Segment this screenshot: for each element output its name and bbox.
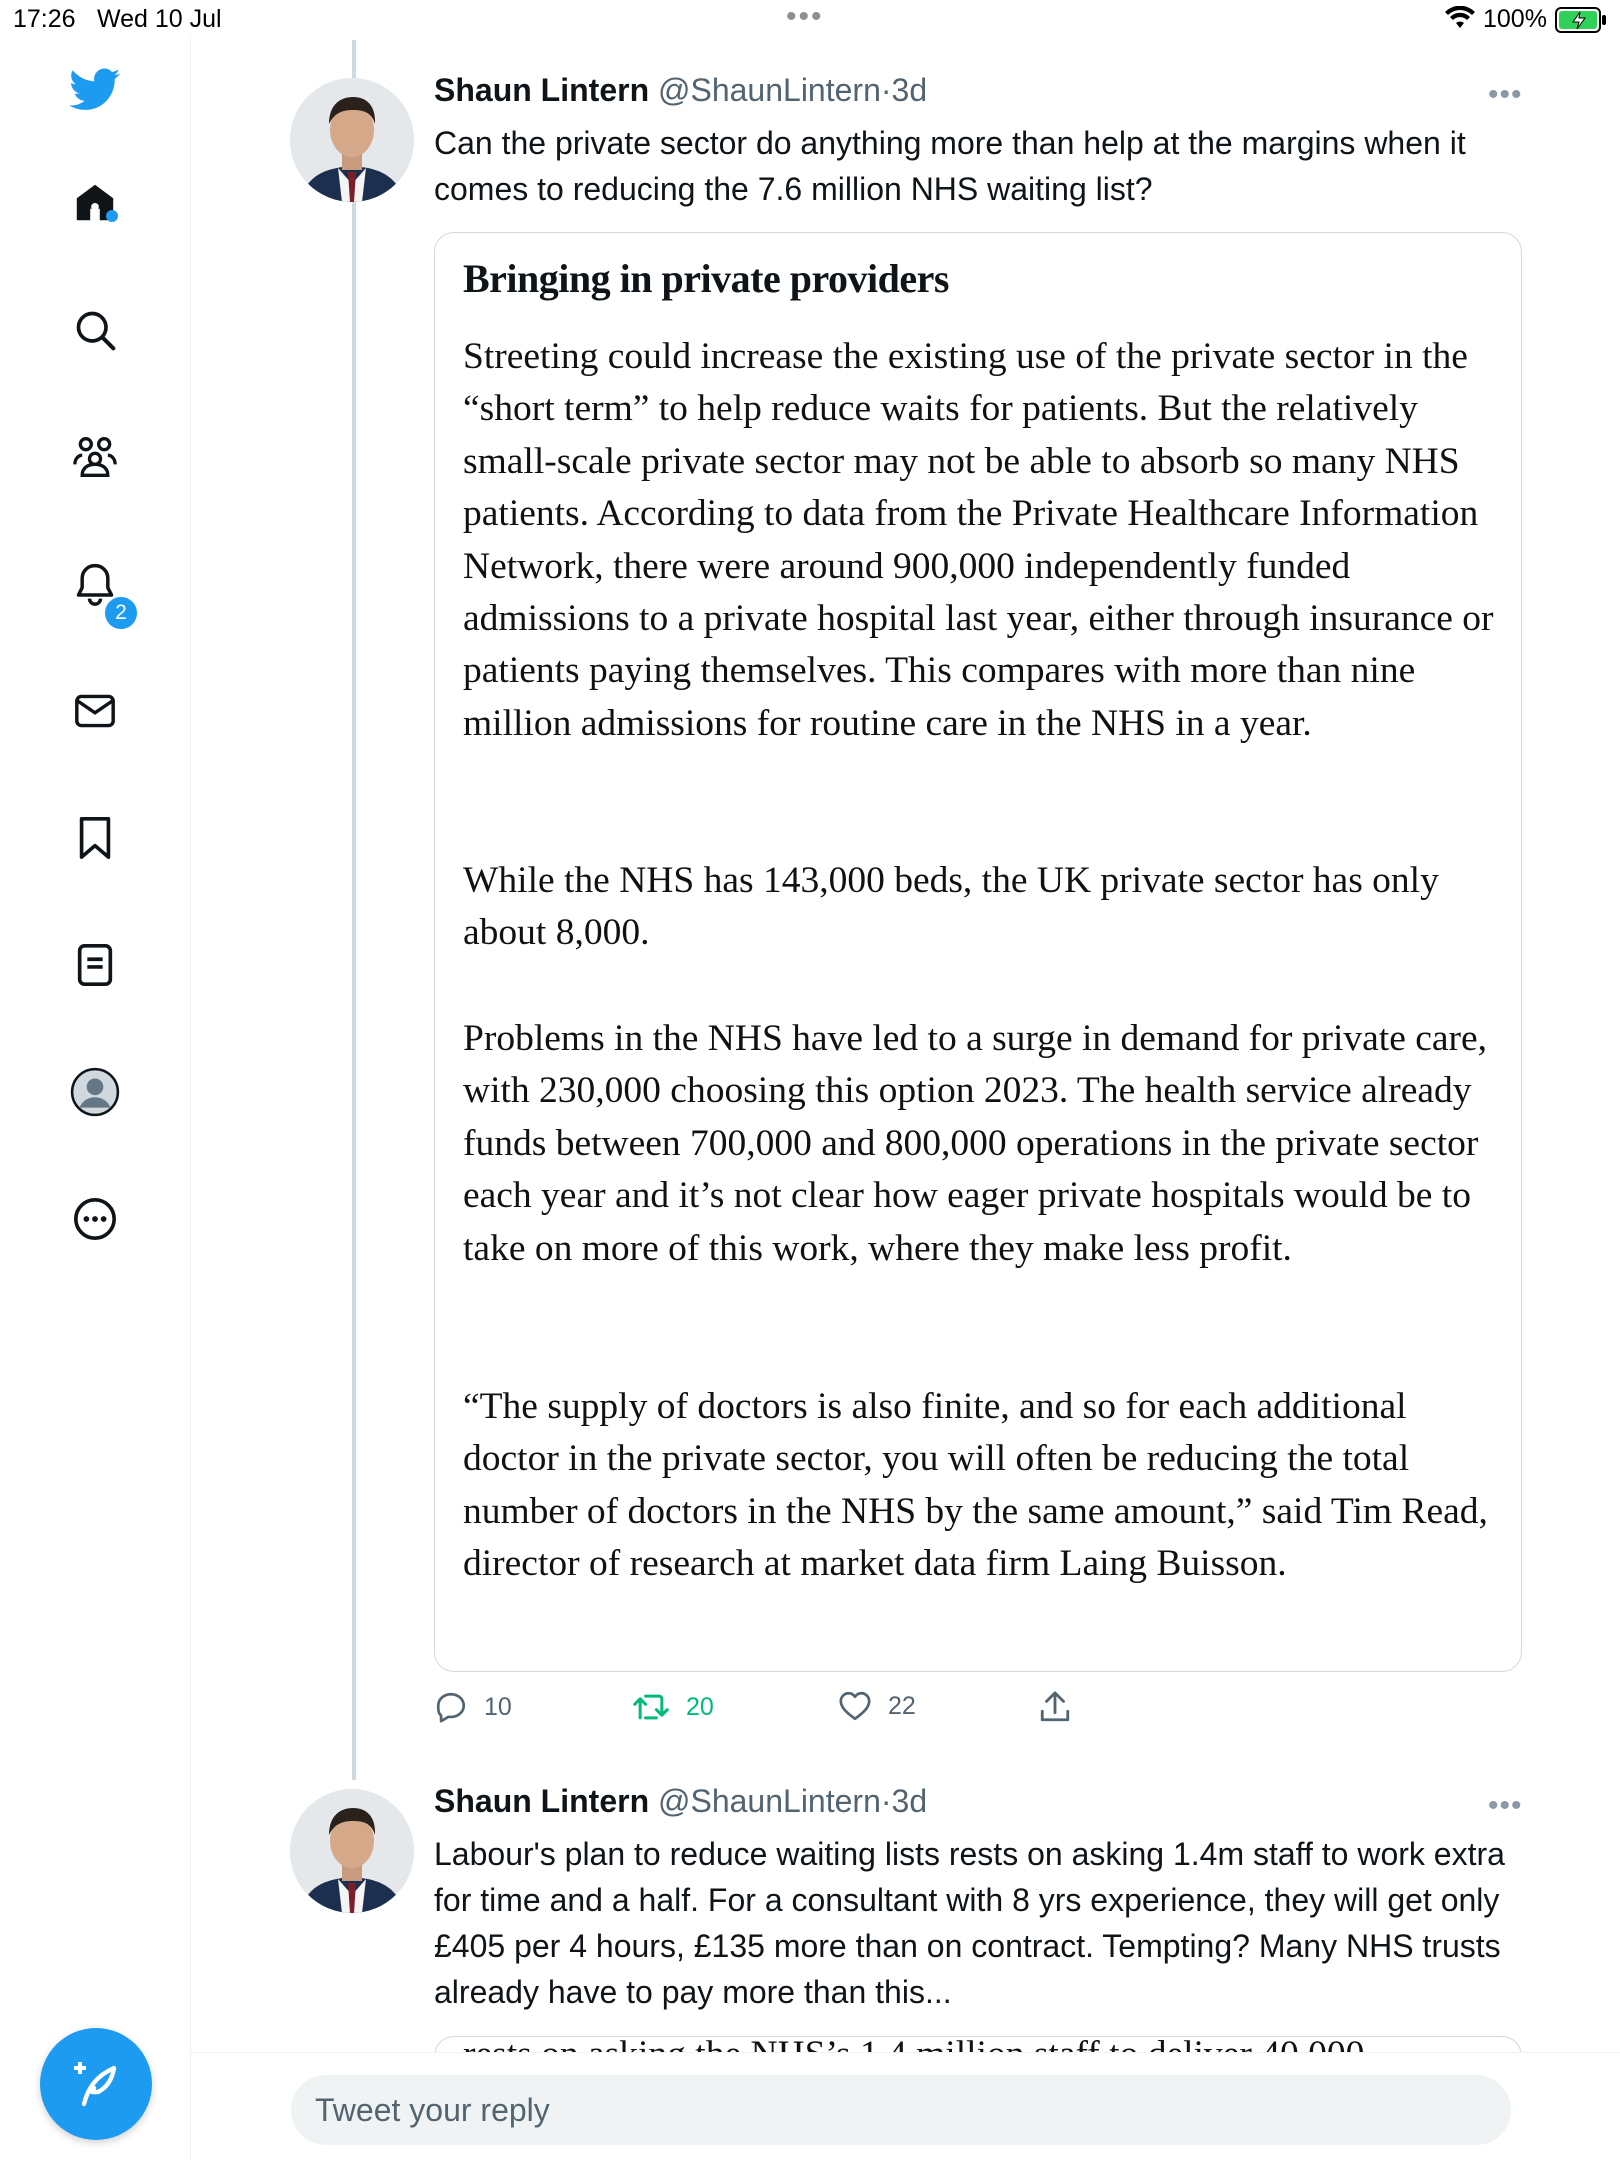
retweet-count: 20	[686, 1692, 714, 1721]
article-screenshot-card[interactable]	[434, 232, 1522, 1672]
reply-button[interactable]	[434, 1690, 512, 1724]
author-name[interactable]: Shaun Lintern	[434, 72, 650, 108]
more-circle-icon	[72, 1196, 118, 1242]
avatar[interactable]	[290, 78, 414, 202]
reply-input[interactable]: Tweet your reply	[291, 2075, 1511, 2145]
reply-count: 10	[484, 1692, 512, 1721]
communities-icon	[71, 435, 119, 479]
avatar[interactable]	[290, 1789, 414, 1913]
like-count: 22	[888, 1691, 916, 1720]
author-handle[interactable]: @ShaunLintern	[658, 1783, 881, 1819]
card-title: Bringing in private providers	[463, 256, 949, 301]
separator: ·	[880, 72, 892, 108]
compose-feather-icon	[70, 2058, 122, 2110]
thread-connector-line	[352, 40, 356, 1780]
heart-icon	[838, 1690, 872, 1722]
separator: ·	[880, 1783, 892, 1819]
multitasking-dots-icon[interactable]: •••	[786, 0, 824, 33]
sidebar-item-more[interactable]	[60, 1184, 130, 1254]
sidebar-item-communities[interactable]	[60, 422, 130, 492]
tweet-header	[434, 72, 927, 109]
sidebar-item-profile[interactable]	[60, 1057, 130, 1127]
tweet-age[interactable]: 3d	[891, 1783, 928, 1819]
status-bar	[0, 0, 1620, 38]
sidebar	[0, 38, 191, 2160]
like-button[interactable]	[838, 1690, 916, 1722]
reply-icon	[434, 1690, 468, 1724]
sidebar-item-home[interactable]	[60, 168, 130, 238]
tweet-age[interactable]: 3d	[891, 72, 928, 108]
author-photo-icon	[290, 78, 414, 202]
list-icon	[75, 942, 115, 988]
reply-bar	[191, 2052, 1620, 2161]
sidebar-item-bookmarks[interactable]	[60, 803, 130, 873]
card-paragraph: Streeting could increase the existing use of the private sector in the “short term” to help reduce waits for patients. But the relatively small-scale private sector may not be able to absorb so many NHS patients. According to data from the Private Healthcare Information Network, there were around 900,000 independently funded admissions to a private hospital last year, either through insurance or patients paying themselves. This compares with more than nine million admissions for routine care in the NHS in a year.	[463, 336, 1494, 744]
envelope-icon	[73, 691, 117, 731]
battery-icon	[1555, 7, 1607, 40]
profile-avatar-icon	[70, 1067, 120, 1117]
card-paragraph: Problems in the NHS have led to a surge in demand for private care, with 230,000 choosing this option 2023. The health service already funds between 700,000 and 800,000 operations in the private sector each year and it’s not clear how eager private hospitals would be to take on more of this work, where they make less profit.	[463, 1018, 1488, 1269]
sidebar-item-messages[interactable]	[60, 676, 130, 746]
retweet-icon	[632, 1690, 670, 1724]
sidebar-item-lists[interactable]	[60, 930, 130, 1000]
retweet-button[interactable]	[632, 1690, 714, 1724]
search-icon	[73, 308, 117, 352]
share-button[interactable]	[1039, 1690, 1071, 1724]
tweet-text: Labour's plan to reduce waiting lists rests on asking 1.4m staff to work extra for time and a half. For a consultant with 8 yrs experience, they will get only £405 per 4 hours, £135 more than on contract. Tempting? Many NHS trusts already have to pay more than this...	[434, 1836, 1505, 2010]
status-time: 17:26	[13, 5, 76, 33]
home-unread-dot	[106, 210, 118, 222]
notifications-badge: 2	[103, 595, 139, 631]
wifi-icon	[1445, 6, 1475, 37]
tweet-actions	[434, 1690, 1094, 1730]
battery-percent: 100%	[1483, 5, 1547, 33]
sidebar-item-explore[interactable]	[60, 295, 130, 365]
compose-tweet-button[interactable]	[40, 2028, 152, 2140]
bookmark-icon	[75, 815, 115, 861]
tweet-more-icon[interactable]: •••	[1488, 78, 1523, 111]
tweet-text: Can the private sector do anything more than help at the margins when it comes to reducing the 7.6 million NHS waiting list?	[434, 125, 1466, 207]
tweet-more-icon[interactable]: •••	[1488, 1789, 1523, 1822]
status-date: Wed 10 Jul	[97, 5, 222, 33]
tweet-header	[434, 1783, 927, 1820]
share-icon	[1039, 1690, 1071, 1724]
author-handle[interactable]: @ShaunLintern	[658, 72, 881, 108]
author-name[interactable]: Shaun Lintern	[434, 1783, 650, 1819]
card-paragraph: “The supply of doctors is also finite, and so for each additional doctor in the private sector, you will often be reducing the total number of doctors in the NHS by the same amount,” said Tim Read, director of research at market data firm Laing Buisson.	[463, 1386, 1488, 1585]
author-photo-icon	[290, 1789, 414, 1913]
card-paragraph: While the NHS has 143,000 beds, the UK private sector has only about 8,000.	[463, 860, 1439, 954]
twitter-logo-icon[interactable]	[60, 55, 130, 125]
